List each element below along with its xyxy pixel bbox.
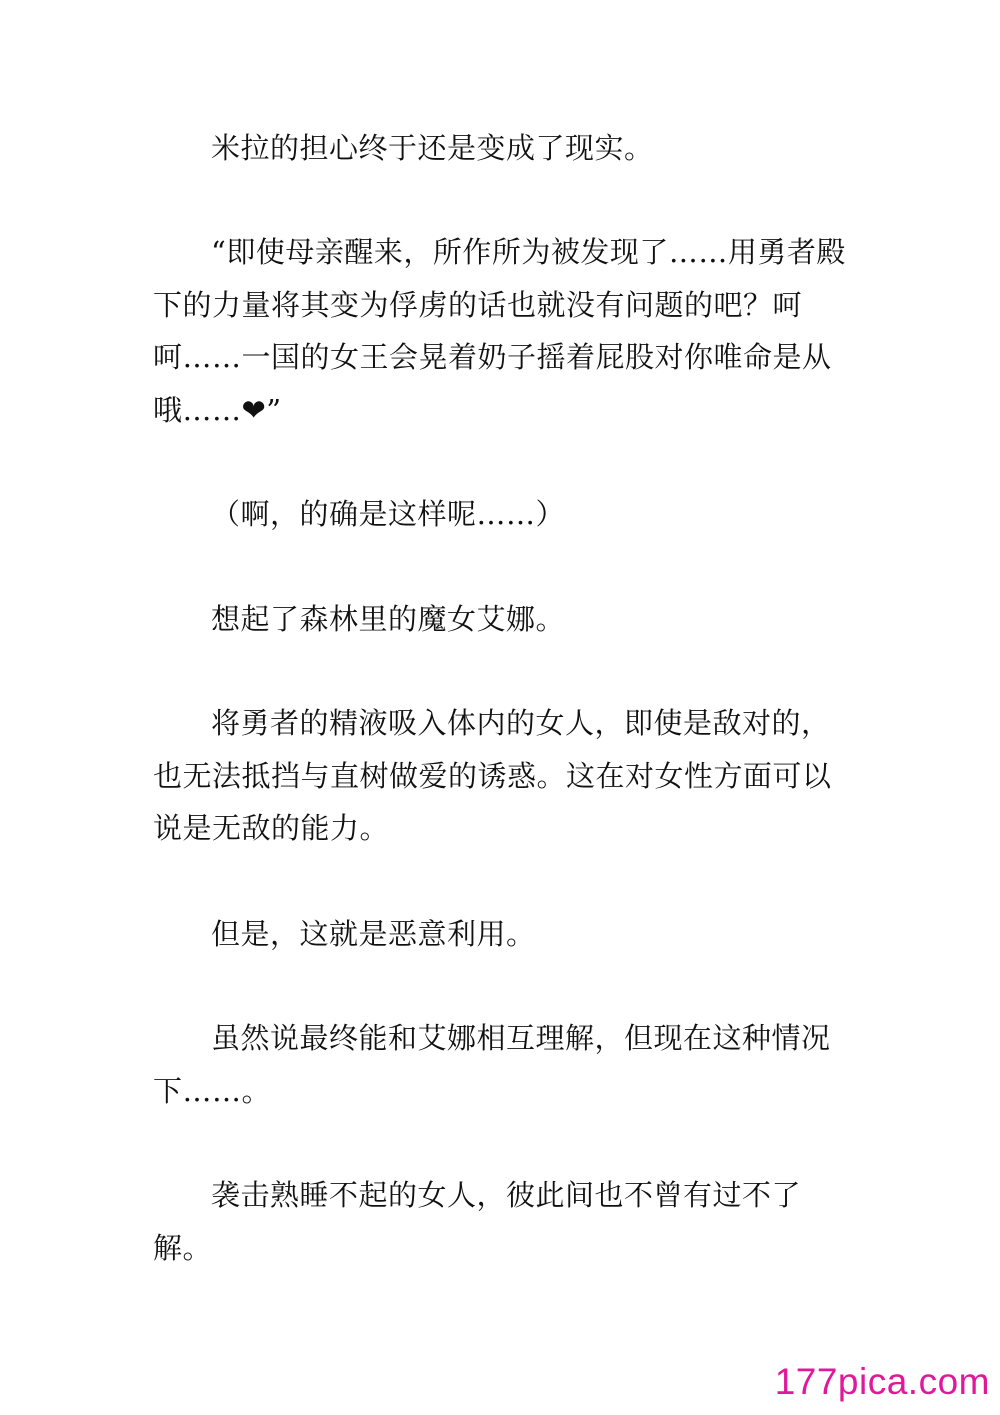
watermark-text: 177pica.com — [774, 1361, 990, 1402]
paragraph: “即使母亲醒来，所作所为被发现了……用勇者殿下的力量将其变为俘虏的话也就没有问题的吧？呵呵……一国的女王会晃着奶子摇着屁股对你唯命是从哦……❤” — [153, 235, 846, 427]
paragraph: 袭击熟睡不起的女人，彼此间也不曾有过不了解。 — [153, 1178, 802, 1265]
paragraph: 想起了森林里的魔女艾娜。 — [211, 602, 566, 636]
paragraph: 虽然说最终能和艾娜相互理解，但现在这种情况下……。 — [153, 1021, 831, 1108]
paragraph: 将勇者的精液吸入体内的女人，即使是敌对的，也无法抵挡与直树做爱的诱惑。这在对女性方面可以说是无敌的能力。 — [153, 706, 832, 845]
paragraph: 米拉的担心终于还是变成了现实。 — [211, 131, 654, 165]
paragraph: （啊，的确是这样呢……） — [211, 497, 566, 531]
paragraph: 但是，这就是恶意利用。 — [211, 917, 536, 951]
document-page — [153, 0, 853, 1415]
